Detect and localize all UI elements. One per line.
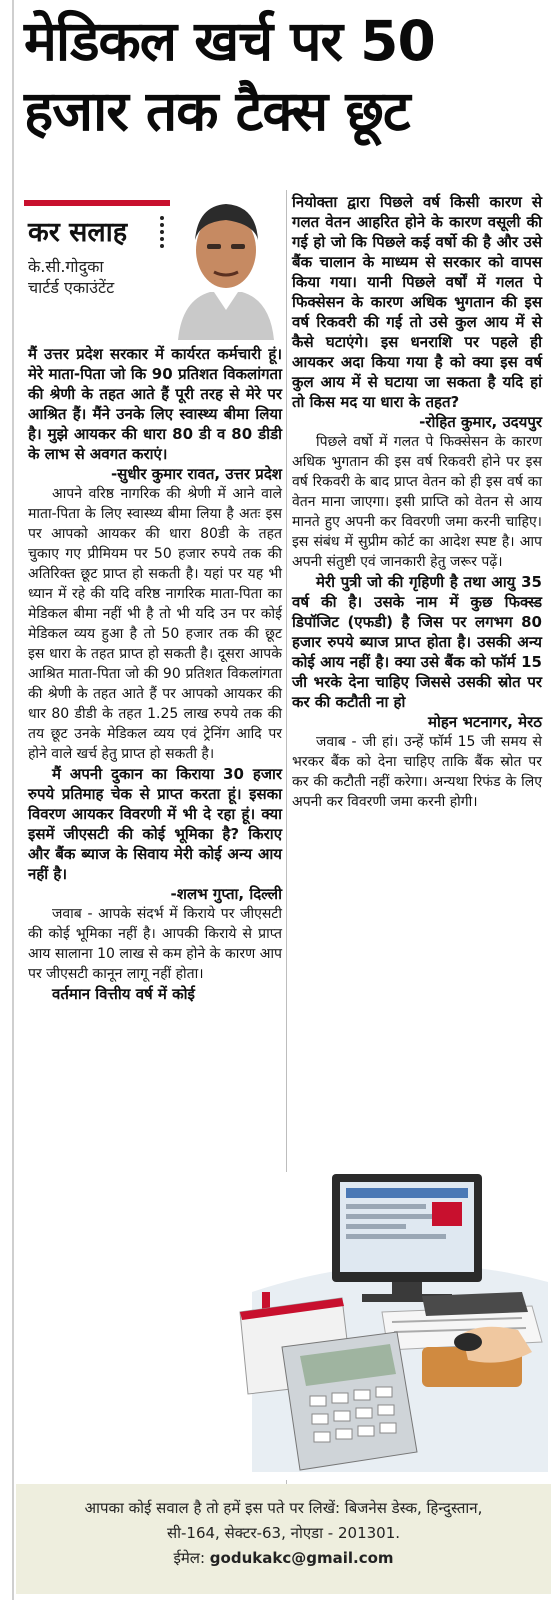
footer-email[interactable]: godukakc@gmail.com xyxy=(209,1549,394,1567)
question-4: मेरी पुत्री जो की गृहिणी है तथा आयु 35 वर्ष की है। उसके नाम में कुछ फिक्स्ड डिपॉजिट (एफडी) है जिस पर लगभग 80 हजार रुपये ब्याज प्राप्त होता है। उसकी अन्य कोई आय नहीं है। क्या उसे बैंक को फॉर्म 15 जी भरके देना चाहिए जिससे उसकी स्रोत पर कर की कटौती ना हो xyxy=(292,573,542,711)
footer-email-label: ईमेल: xyxy=(173,1549,206,1567)
answer-3: पिछले वर्षो में गलत पे फिक्सेसन के कारण अधिक भुगतान की इस वर्ष रिकवरी होने पर इस वर्ष रिकवरी के बाद प्राप्त वेतन को ही इस वर्ष का वेतन माना जाएगा। इसी प्राप्ति को वेतन से आय मानते हुए अपनी कर विवरणी जमा करनी चाहिए। इस संबंध में सुप्रीम कोर्ट का आदेश स्पष्ट है। आप अपनी संतुष्टी एवं जानकारी हेतु जरूर पढ़ें। xyxy=(292,434,542,570)
answer-2: जवाब - आपके संदर्भ में किराये पर जीएसटी की कोई भूमिका नहीं है। आपकी किराये से प्राप्त आय सालाना 10 लाख से कम होने के कारण आप पर जीएसटी कानून लागू नहीं होता। xyxy=(28,906,282,982)
question-3-start: वर्तमान वित्तीय वर्ष में कोई xyxy=(52,985,195,1003)
questioner-3: -रोहित कुमार, उदयपुर xyxy=(419,413,542,431)
answer-4: जवाब - जी हां। उन्हें फॉर्म 15 जी समय से भरकर बैंक को देना चाहिए ताकि बैंक स्रोत पर कर की कटौती नहीं करेगा। अन्यथा रिफंड के लिए अपनी कर विवरणी जमा करनी होगी। xyxy=(292,734,542,810)
questioner-1: -सुधीर कुमार रावत, उत्तर प्रदेश xyxy=(110,465,282,483)
calculator-computer-illustration-icon xyxy=(232,1172,548,1480)
footer-line-2: सी-164, सेक्टर-63, नोएडा - 201301. xyxy=(166,1524,401,1542)
author-name: के.सी.गोदुका xyxy=(28,257,104,276)
column-label-divider xyxy=(160,216,168,248)
headline-line-2: हजार तक टैक्स छूट xyxy=(24,79,410,143)
author-portrait-icon xyxy=(170,188,282,340)
footer-line-1: आपका कोई सवाल है तो हमें इस पते पर लिखें: बिजनेस डेस्क, हिन्दुस्तान, xyxy=(84,1499,483,1517)
questioner-2: -शलभ गुप्ता, दिल्ली xyxy=(170,885,282,903)
page-left-rule xyxy=(12,0,14,1600)
footer-email-line xyxy=(16,1546,551,1571)
right-column xyxy=(292,192,542,812)
questioner-4: मोहन भटनागर, मेरठ xyxy=(427,713,542,731)
author-title: चार्टर्ड एकाउंटेंट xyxy=(28,278,115,297)
author-block xyxy=(28,256,114,298)
left-column xyxy=(28,344,282,1004)
question-2: मैं अपनी दुकान का किराया 30 हजार रुपये प्रतिमाह चेक से प्राप्त करता हूं। इसका विवरण आयकर विवरणी में भी दे रहा हूं। क्या इसमें जीएसटी की कोई भूमिका है? किराए और बैंक ब्याज के सिवाय मेरी कोई अन्य आय नहीं है। xyxy=(28,765,282,883)
question-1: मैं उत्तर प्रदेश सरकार में कार्यरत कर्मचारी हूं। मेरे माता-पिता जो कि 90 प्रतिशत विकलांगता की श्रेणी के तहत आते हैं पूरी तरह से मेरे पर आश्रित हैं। मैंने उनके लिए स्वास्थ्य बीमा लिया है। मुझे आयकर की धारा 80 डी व 80 डीडी के लाभ से अवगत कराएं। xyxy=(28,345,282,463)
headline xyxy=(24,6,549,146)
column-label: कर सलाह xyxy=(28,217,128,248)
answer-1: आपने वरिष्ठ नागरिक की श्रेणी में आने वाले माता-पिता के लिए स्वास्थ्य बीमा लिया है अतः इस पर आपको आयकर की धारा 80डी के तहत चुकाए गए प्रीमियम पर 50 हजार रुपये तक की अतिरिक्त छूट प्राप्त हो सकती है। यहां पर यह भी ध्यान में रहे की यदि वरिष्ठ नागरिक माता-पिता का मेडिकल बीमा नहीं भी है तो भी यदि उन पर कोई मेडिकल व्यय हुआ है तो 50 हजार तक की छूट इस धारा के तहत प्राप्त हो सकती है। दूसरा आपके आश्रित माता-पिता जो की 90 प्रतिशत विकलांगता की श्रेणी के तहत आते हैं पर आपको आयकर की धार 80 डीडी के तहत 1.25 लाख रुपये तक की तय छूट उनके मेडिकल व्यय एवं ट्रेनिंग आदि पर होने वाले खर्च हेतु प्राप्त हो सकती है। xyxy=(28,486,282,762)
headline-line-1: मेडिकल खर्च पर 50 xyxy=(24,9,435,73)
question-3-continued: नियोक्ता द्वारा पिछले वर्ष किसी कारण से गलत वेतन आहरित होने के कारण वसूली की गई हो जो कि पिछले कई वर्षो की है और उसे बैंक चालान के माध्यम से सरकार को वापस किया गया। यानी पिछले वर्षों में गलत पे फिक्सेसन के कारण अधिक भुगतान की इस वर्ष रिकवरी की गई तो उसे कुल आय में से कैसे घटाएंगे। इस धनराशि पर पहले ही आयकर अदा किया गया है को क्या इस वर्ष कुल आय में से घटाया जा सकता है यदि हां तो किस मद या धारा के तहत? xyxy=(292,193,542,411)
footer-contact-box xyxy=(16,1484,551,1594)
